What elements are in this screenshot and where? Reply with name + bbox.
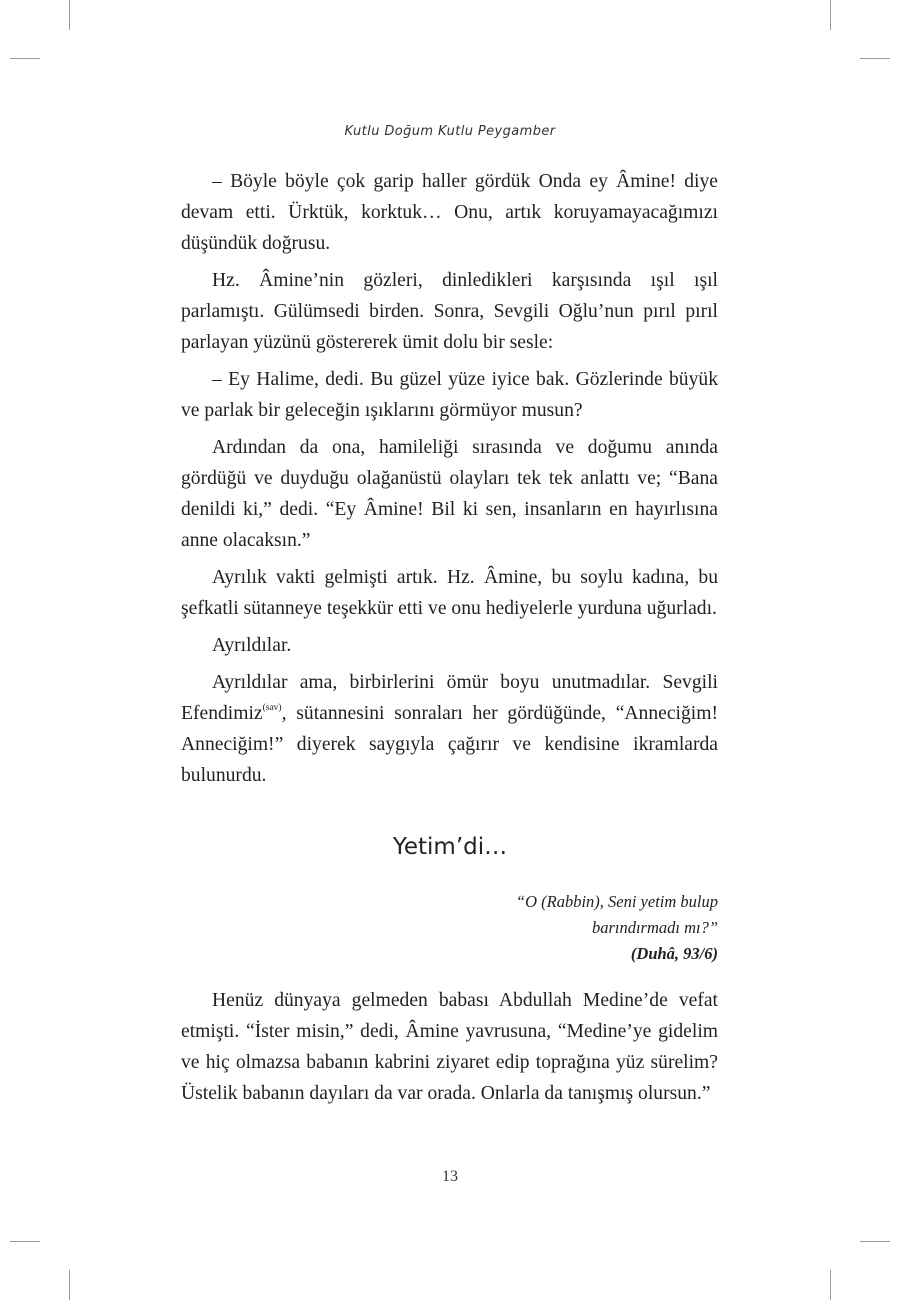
epigraph-quote-line: barındırmadı mı?”: [591, 918, 718, 937]
paragraph: Ayrıldılar.: [212, 635, 292, 656]
paragraph: Hz. Âmine’nin gözleri, dinledikleri karşısında ışıl ışıl parlamıştı. Gülümsedi birden. Sonra, Sevgili Oğlu’nun pırıl pırıl parlayan yüzünü göstererek ümit dolu bir sesle:: [181, 270, 718, 353]
crop-mark: [10, 1241, 40, 1242]
paragraph: – Ey Halime, dedi. Bu güzel yüze iyice bak. Gözlerinde büyük ve parlak bir geleceğin ışıklarını görmüyor musun?: [181, 369, 718, 421]
running-head: Kutlu Doğum Kutlu Peygamber: [344, 124, 556, 139]
paragraph: Henüz dünyaya gelmeden babası Abdullah Medine’de vefat etmişti. “İster misin,” dedi, Âmine yavrusuna, “Medine’ye gidelim ve hiç olmazsa babanın kabrini ziyaret edip toprağına yüz sürelim? Üstelik babanın dayıları da var orada. Onlarla da tanışmış olursun.”: [181, 990, 718, 1104]
honorific-superscript: (sav): [262, 703, 282, 713]
crop-mark: [69, 0, 70, 30]
crop-mark: [830, 0, 831, 30]
crop-mark: [860, 58, 890, 59]
epigraph-quote-line: “O (Rabbin), Seni yetim bulup: [515, 892, 718, 911]
epigraph-source: (Duhâ, 93/6): [630, 944, 718, 963]
paragraph-final: [181, 667, 718, 791]
crop-mark: [10, 58, 40, 59]
body-text-part1: [181, 166, 718, 791]
crop-mark: [69, 1270, 70, 1300]
crop-mark: [860, 1241, 890, 1242]
paragraph: – Böyle böyle çok garip haller gördük Onda ey Âmine! diye devam etti. Ürktük, korktuk… Onu, artık koruyamayacağımızı düşündük doğrusu.: [181, 171, 718, 254]
crop-mark: [830, 1270, 831, 1300]
epigraph: [400, 889, 718, 967]
paragraph: Ardından da ona, hamileliği sırasında ve doğumu anında gördüğü ve duyduğu olağanüstü olayları tek tek anlattı ve; “Bana denildi ki,” dedi. “Ey Âmine! Bil ki sen, insanların en hayırlısına anne olacaksın.”: [181, 437, 718, 551]
paragraph-text: , sütannesini sonraları her gördüğünde, “Anneciğim! Anneciğim!” diyerek saygıyla çağırır ve kendisine ikramlarda bulunurdu.: [181, 703, 718, 786]
section-title: Yetim’di…: [392, 834, 508, 860]
paragraph: Ayrılık vakti gelmişti artık. Hz. Âmine, bu soylu kadına, bu şefkatli sütanneye teşekkür etti ve onu hediyelerle yurduna uğurladı.: [181, 567, 718, 619]
paragraph-text: Ayrıldılar ama, birbirlerini ömür boyu unutmadılar. Sevgili Efendimiz: [181, 672, 718, 724]
page-number: 13: [442, 1168, 458, 1185]
body-text-part2: [181, 985, 718, 1109]
